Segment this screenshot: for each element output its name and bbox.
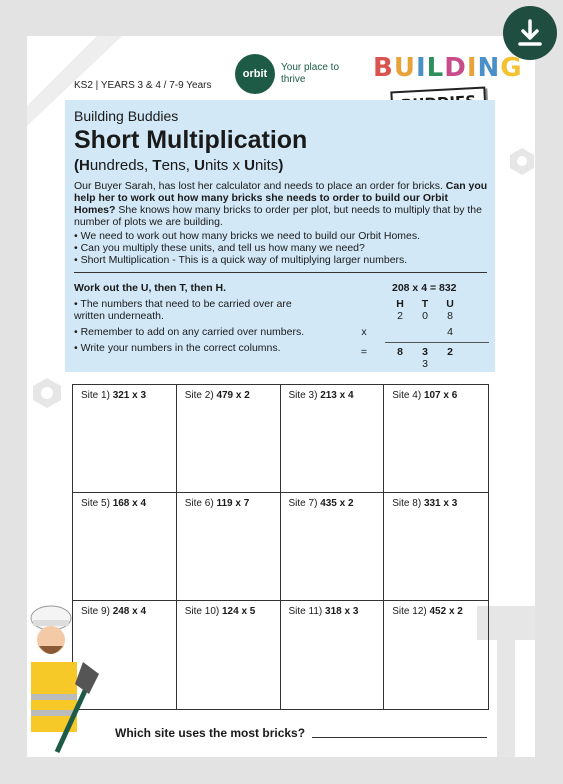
site-sum: 124 x 5 (222, 606, 256, 617)
site-label: Site 10) (184, 606, 220, 617)
divider (74, 272, 487, 273)
decorative-nut-icon (507, 146, 535, 176)
site-label: Site 11) (288, 606, 323, 617)
decorative-nut-icon (30, 376, 64, 410)
times-sign: x (361, 326, 367, 338)
worksheet-page (27, 36, 535, 757)
site-sum: 479 x 2 (216, 390, 250, 401)
site-sum: 318 x 3 (325, 606, 359, 617)
method-steps (74, 298, 314, 358)
brand-title (373, 53, 523, 83)
site-cell[interactable] (73, 493, 177, 601)
site-cell[interactable] (73, 385, 177, 493)
answer-input-line[interactable] (312, 737, 487, 738)
key-stage-label: KS2 | YEARS 3 & 4 / 7-9 Years (74, 80, 212, 91)
digit: 0 (422, 310, 428, 322)
page-title: Short Multiplication (74, 126, 308, 154)
subtitle-part: undreds, (89, 157, 153, 174)
site-sum: 119 x 7 (216, 498, 250, 509)
brand-letter: D (444, 53, 467, 83)
brand-letter: G (500, 53, 523, 83)
download-button[interactable] (503, 6, 557, 60)
site-label: Site 1) (81, 390, 110, 401)
method-heading: Work out the U, then T, then H. (74, 282, 227, 294)
site-sum: 321 x 3 (112, 390, 147, 401)
subtitle-part: H (79, 157, 90, 174)
column-header-tens: T (421, 298, 429, 310)
site-label: Site 6) (184, 498, 214, 509)
subtitle-part: T (152, 157, 162, 174)
site-cell[interactable] (384, 385, 488, 493)
page-subtitle: (Hundreds, Tens, Units x Units) (74, 157, 284, 174)
brand-letter: N (477, 53, 501, 83)
final-question: Which site uses the most bricks? (115, 726, 306, 740)
intro-text: Our Buyer Sarah, has lost her calculator and needs to place an order for bricks. (74, 180, 443, 192)
site-sum: 331 x 3 (423, 498, 458, 509)
example-equation: 208 x 4 = 832 (392, 282, 457, 294)
site-sum: 213 x 4 (320, 390, 354, 401)
site-cell[interactable] (177, 493, 281, 601)
result-digit: 2 (447, 346, 453, 358)
column-header-units: U (446, 298, 454, 310)
brand-letter: I (415, 53, 427, 83)
intro-bullets (74, 230, 492, 266)
equals-sign: = (360, 346, 368, 358)
site-label: Site 4) (392, 390, 422, 401)
subtitle-part: nits (254, 157, 279, 174)
site-cell[interactable] (177, 385, 281, 493)
brand-letter: I (466, 53, 478, 83)
site-sum: 435 x 2 (320, 498, 354, 509)
site-label: Site 9) (81, 606, 110, 617)
subject-heading: Building Buddies (74, 108, 179, 124)
site-label: Site 2) (184, 390, 214, 401)
site-label: Site 5) (81, 498, 110, 509)
digit: 8 (447, 310, 453, 322)
subtitle-part: U (244, 157, 255, 174)
bullet-item: • Can you multiply these units, and tell us how many we need? (74, 242, 365, 254)
digit: 4 (447, 326, 453, 338)
site-sum: 452 x 2 (429, 606, 463, 617)
intro-text-continued: She knows how many bricks to order per plot, but needs to multiply that by the number of plots we are building. (74, 204, 482, 228)
intro-question: Can you help her to work out how many bricks she needs to order to build our Orbit Homes? (74, 180, 488, 216)
site-sum: 248 x 4 (112, 606, 147, 617)
orbit-logo: orbit (235, 54, 275, 94)
site-sum: 107 x 6 (423, 390, 458, 401)
result-digit: 8 (397, 346, 403, 358)
site-cell[interactable] (384, 493, 488, 601)
sites-grid (72, 384, 489, 710)
method-step: • The numbers that need to be carried over are written underneath. (74, 298, 292, 322)
site-label: Site 8) (392, 498, 422, 509)
site-cell[interactable] (177, 601, 281, 709)
site-cell[interactable] (281, 385, 385, 493)
site-sum: 168 x 4 (112, 498, 147, 509)
builder-character-illustration (27, 602, 107, 757)
site-label: Site 7) (288, 498, 318, 509)
sum-line (385, 342, 489, 343)
subtitle-part: ens, (161, 157, 195, 174)
subtitle-part: U (194, 157, 205, 174)
bullet-item: • We need to work out how many bricks we need to build our Orbit Homes. (74, 230, 421, 242)
site-cell[interactable] (281, 601, 385, 709)
digit: 2 (397, 310, 403, 322)
brand-letter: B (373, 53, 394, 83)
download-icon (515, 18, 545, 48)
site-cell[interactable] (281, 493, 385, 601)
site-cell[interactable] (384, 601, 488, 709)
bullet-item: • Short Multiplication - This is a quick way of multiplying larger numbers. (74, 254, 408, 266)
orbit-tagline: Your place to thrive (281, 62, 340, 85)
brand-letter: L (426, 53, 445, 83)
intro-paragraph (74, 180, 492, 228)
brand-letter: U (393, 53, 416, 83)
subtitle-part: nits x (204, 157, 245, 174)
carry-digit: 3 (422, 358, 428, 370)
column-header-hundreds: H (396, 298, 404, 310)
result-digit: 3 (422, 346, 428, 358)
method-step: • Remember to add on any carried over numbers. (74, 326, 305, 338)
method-step: • Write your numbers in the correct columns. (74, 342, 281, 354)
site-label: Site 12) (392, 606, 427, 617)
site-label: Site 3) (288, 390, 318, 401)
